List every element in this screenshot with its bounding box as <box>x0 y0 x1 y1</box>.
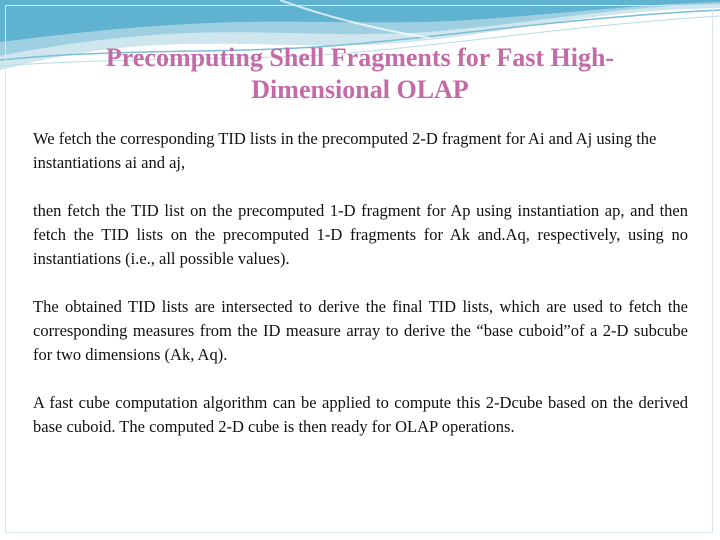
slide-title: Precomputing Shell Fragments for Fast High-Dimensional OLAP <box>105 43 615 104</box>
slide-body <box>33 127 688 463</box>
paragraph-4: A fast cube computation algorithm can be applied to compute this 2-Dcube based on the derived base cuboid. The computed 2-D cube is then ready for OLAP operations. <box>33 393 688 436</box>
paragraph-3: The obtained TID lists are intersected to derive the final TID lists, which are used to fetch the corresponding measures from the ID measure array to derive the “base cuboid”of a 2-D subcube for two dimensions (Ak, Aq). <box>33 297 688 364</box>
paragraph-1: We fetch the corresponding TID lists in the precomputed 2-D fragment for Ai and Aj using the instantiations ai and aj, <box>33 129 657 172</box>
paragraph-2: then fetch the TID list on the precomputed 1-D fragment for Ap using instantiation ap, and then fetch the TID lists on the precomputed 1-D fragments for Ak and.Aq, respectively, using no instantiations (i.e., all possible values). <box>33 201 688 268</box>
